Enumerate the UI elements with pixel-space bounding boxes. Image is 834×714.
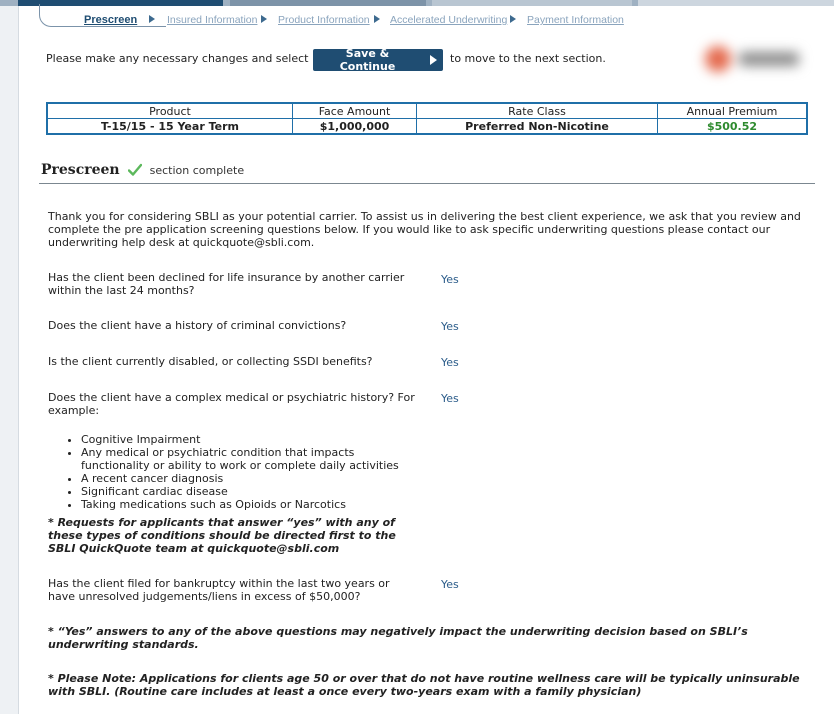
annual-premium-value: $500.52 bbox=[658, 119, 808, 135]
note-requests: * Requests for applicants that answer “yes” with any of these types of conditions should be directed first to the SBLI QuickQuote team at quickquote@sbli.com bbox=[48, 516, 396, 555]
conditions-list bbox=[63, 433, 411, 511]
section-divider bbox=[39, 183, 815, 184]
rate-class-value: Preferred Non-Nicotine bbox=[417, 119, 658, 135]
step-product-information[interactable]: Product Information bbox=[278, 14, 370, 26]
list-item: • Any medical or psychiatric condition that impacts functionality or ability to work or complete daily activities bbox=[81, 446, 411, 472]
column-header-face-amount: Face Amount bbox=[293, 103, 417, 119]
question-criminal: Does the client have a history of criminal convictions? bbox=[48, 319, 347, 332]
step-payment-information[interactable]: Payment Information bbox=[527, 14, 624, 26]
answer-disabled[interactable]: Yes bbox=[441, 356, 459, 369]
step-prescreen[interactable]: Prescreen bbox=[84, 14, 138, 26]
product-value: T-15/15 - 15 Year Term bbox=[47, 119, 293, 135]
step-arrow-icon bbox=[510, 15, 516, 23]
section-title: Prescreen bbox=[41, 162, 120, 178]
carrier-logo bbox=[701, 42, 801, 76]
answer-medical-history[interactable]: Yes bbox=[441, 392, 459, 405]
question-bankruptcy: Has the client filed for bankruptcy within the last two years or have unresolved judgements/liens in excess of $50,000? bbox=[48, 577, 390, 603]
question-declined: Has the client been declined for life insurance by another carrier within the last 24 months? bbox=[48, 271, 405, 297]
face-amount-value: $1,000,000 bbox=[293, 119, 417, 135]
section-status: section complete bbox=[149, 163, 245, 177]
play-arrow-icon bbox=[430, 55, 437, 65]
answer-criminal[interactable]: Yes bbox=[441, 320, 459, 333]
column-header-annual-premium: Annual Premium bbox=[658, 103, 808, 119]
step-navigation bbox=[39, 10, 699, 32]
question-medical-history: Does the client have a complex medical or psychiatric history? For example: bbox=[48, 391, 415, 417]
intro-paragraph: Thank you for considering SBLI as your potential carrier. To assist us in delivering the best client experience, we ask that you review and complete the pre application screening questions below. If you would like to ask specific underwriting questions please contact our underwriting help desk at quickquote@sbli.com. bbox=[48, 210, 801, 249]
list-item: • Taking medications such as Opioids or Narcotics bbox=[81, 498, 411, 511]
answer-bankruptcy[interactable]: Yes bbox=[441, 578, 459, 591]
answer-declined[interactable]: Yes bbox=[441, 273, 459, 286]
step-arrow-icon bbox=[261, 15, 267, 23]
step-arrow-icon bbox=[374, 15, 380, 23]
step-accelerated-underwriting[interactable]: Accelerated Underwriting bbox=[390, 14, 508, 26]
main-panel bbox=[18, 6, 834, 714]
section-header bbox=[41, 162, 244, 178]
column-header-product: Product bbox=[47, 103, 293, 119]
list-item: • Significant cardiac disease bbox=[81, 485, 411, 498]
step-arrow-icon bbox=[149, 15, 155, 23]
note-yes-answers: * “Yes” answers to any of the above questions may negatively impact the underwriting decision based on SBLI’s underwriting standards. bbox=[48, 625, 748, 651]
save-continue-label: Save & Continue bbox=[339, 47, 396, 73]
step-insured-information[interactable]: Insured Information bbox=[167, 14, 258, 26]
note-please-note: * Please Note: Applications for clients age 50 or over that do not have routine wellness care will be typically uninsurable with SBLI. (Routine care includes at least a once every two-years exam with a family physician) bbox=[48, 672, 800, 698]
save-continue-button[interactable] bbox=[313, 49, 443, 71]
question-disabled: Is the client currently disabled, or collecting SSDI benefits? bbox=[48, 355, 373, 368]
policy-summary-table bbox=[46, 102, 808, 135]
column-header-rate-class: Rate Class bbox=[417, 103, 658, 119]
instruction-text-before: Please make any necessary changes and select bbox=[46, 52, 309, 65]
list-item: • Cognitive Impairment bbox=[81, 433, 411, 446]
table-header-row bbox=[47, 103, 807, 119]
instruction-text-after: to move to the next section. bbox=[450, 52, 606, 65]
checkmark-icon bbox=[128, 163, 142, 177]
list-item: • A recent cancer diagnosis bbox=[81, 472, 411, 485]
table-row bbox=[47, 119, 807, 135]
